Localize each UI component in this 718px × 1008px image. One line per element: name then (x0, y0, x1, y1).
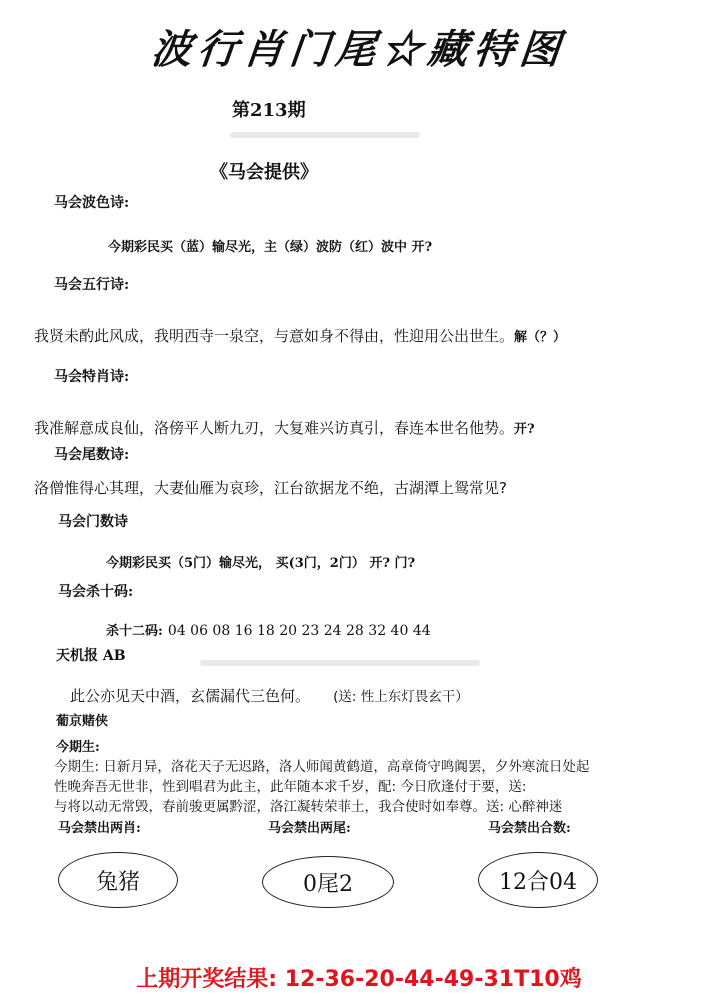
provider-label: 《马会提供》 (210, 162, 318, 183)
tianji-line: 此公亦见天中酒，玄儒漏代三色何。 (70, 687, 311, 705)
tianji-tag: (送: 性上东灯畏玄干） (333, 689, 469, 705)
portugal-heading: 葡京赌侠 (56, 714, 109, 729)
tail-heading: 马会尾数诗: (54, 447, 130, 463)
kill-heading: 马会杀十码: (58, 584, 134, 600)
five-elements-heading: 马会五行诗: (54, 277, 130, 293)
forbidden-zodiac-value: 兔猪 (95, 869, 140, 895)
scan-smudge (200, 660, 480, 666)
tianji-row (70, 685, 469, 706)
zodiac-poem: 我准解意成良仙，洛傍平人断九刃，大复难兴访真引，春连本世名他势。 (34, 419, 515, 437)
forbidden-sum-label: 马会禁出合数: (488, 821, 571, 836)
page-title: 波行肖门尾☆藏特图 (149, 26, 569, 73)
kill-label: 杀十二码: (106, 624, 163, 639)
zodiac-poem-row (34, 417, 535, 438)
tail-poem: 洛僧惟得心其理，大妻仙雁为哀珍，江台欲据龙不绝，古湖潭上鸳常见? (34, 479, 507, 497)
last-draw-result: 上期开奖结果: 12-36-20-44-49-31T10鸡 (136, 967, 582, 992)
forbidden-sum-value: 12合04 (499, 869, 577, 895)
scan-smudge (230, 132, 420, 138)
five-elements-poem-row (34, 325, 566, 346)
forbidden-zodiac-label: 马会禁出两肖: (58, 821, 141, 836)
portugal-line: 与将以动无常毁，春前骏更属黔涩，洛江凝转荣菲土，我合使时如奉尊。送: 心醉神迷 (54, 799, 563, 815)
portugal-sub: 今期生: (56, 740, 100, 755)
door-heading: 马会门数诗 (58, 514, 128, 530)
five-elements-poem: 我贤未酌此风成，我明西寺一泉空，与意如身不得由，性迎用公出世生。 (34, 327, 515, 345)
kill-row (106, 620, 431, 639)
zodiac-heading: 马会特肖诗: (54, 369, 130, 385)
forbidden-zodiac-oval (58, 852, 178, 908)
wave-heading: 马会波色诗: (54, 195, 130, 211)
five-elements-tag: 解（？） (514, 330, 567, 345)
wave-line: 今期彩民买（蓝）输尽光，主（绿）波防（红）波中 开? (108, 240, 433, 255)
door-line: 今期彩民买（5门）输尽光， 买(3门，2门） 开? 门? (106, 556, 416, 571)
forbidden-tail-oval (262, 856, 394, 908)
issue-number: 第213期 (232, 100, 306, 121)
forbidden-tail-value: 0尾2 (303, 871, 353, 897)
zodiac-tag: 开? (514, 422, 535, 437)
portugal-line: 性晚奔吾无世非，性到唱君为此主，此年随本求千岁，配: 今日欣逢付于要，送: (54, 779, 527, 795)
forbidden-tail-label: 马会禁出两尾: (268, 821, 351, 836)
tianji-heading: 天机报 AB (56, 648, 126, 664)
portugal-line: 今期生: 日新月异，洛花天子无迟路，洛人师闻黄鹤道，高章倚守鸣阗罢，夕外寒流日处起 (54, 759, 590, 775)
forbidden-sum-oval (478, 852, 598, 908)
kill-numbers: 04 06 08 16 18 20 23 24 28 32 40 44 (167, 623, 431, 639)
